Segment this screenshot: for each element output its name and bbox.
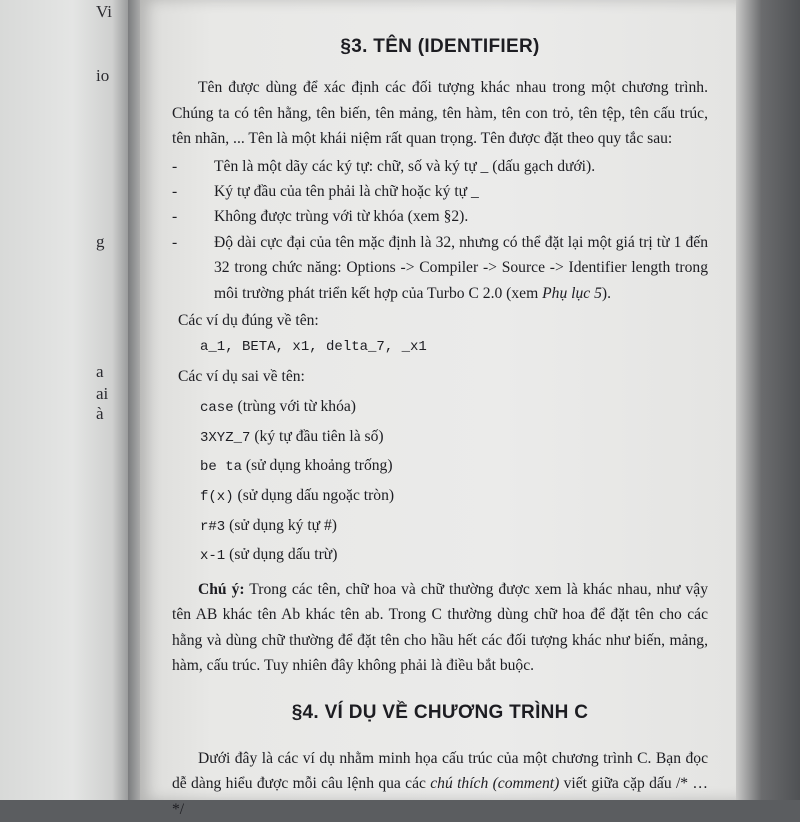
bad-example: x-1 (sử dụng dấu trừ) [200, 546, 338, 565]
naming-rule: - Tên là một dãy các ký tự: chữ, số và ký tự _ (dấu gạch dưới). [172, 157, 596, 175]
section-4-intro: Dưới đây là các ví dụ nhằm minh họa cấu trúc của một chương trình C. Bạn đọc dễ dàng hiểu được mỗi câu lệnh qua các chú thích (comment) viết giữa cặp dấu /* … */ [172, 749, 708, 818]
page-fragment: Vi [96, 2, 112, 21]
page-content [172, 24, 708, 822]
previous-page-edge [0, 0, 132, 800]
section-4-heading: §4. VÍ DỤ VỀ CHƯƠNG TRÌNH C [291, 702, 589, 724]
bad-example: be ta (sử dụng khoảng trống) [200, 457, 393, 476]
book-page [140, 0, 740, 818]
naming-rule: - Không được trùng với từ khóa (xem §2). [172, 208, 469, 226]
naming-rule: - Ký tự đầu của tên phải là chữ hoặc ký tự _ [172, 183, 479, 201]
note-paragraph: Chú ý: Trong các tên, chữ hoa và chữ thường được xem là khác nhau, như vậy tên AB khác tên Ab khác tên ab. Trong C thường dùng chữ hoa để đặt tên cho các hằng và dùng chữ thường để đặt tên cho hầu hết các đối tượng khác như biến, mảng, hàm, cấu trúc. Tuy nhiên đây không phải là điều bắt buộc. [172, 580, 708, 675]
bad-examples-list [172, 393, 708, 571]
section-3-intro: Tên được dùng để xác định các đối tượng khác nhau trong một chương trình. Chúng ta có tên hằng, tên biến, tên mảng, tên hàm, tên con trỏ, tên tệp, tên cấu trúc, tên nhãn, ... Tên là một khái niệm rất quan trọng. Tên được đặt theo quy tắc sau: [172, 79, 708, 148]
page-fragment: à [96, 404, 104, 423]
good-examples-label: Các ví dụ đúng về tên: [178, 312, 319, 330]
naming-rule: - Độ dài cực đại của tên mặc định là 32, nhưng có thể đặt lại một giá trị từ 1 đến 32 trong chức năng: Options -> Compiler -> Source -> Identifier length trong môi trường phát triển kết hợp của Turbo C 2.0 (xem Phụ lục 5). [172, 233, 708, 302]
bad-example: f(x) (sử dụng dấu ngoặc tròn) [200, 487, 395, 506]
page-fragment: g [96, 232, 105, 251]
bad-examples-label: Các ví dụ sai về tên: [178, 367, 305, 385]
bad-example: case (trùng với từ khóa) [200, 398, 356, 417]
section-3-heading: §3. TÊN (IDENTIFIER) [340, 36, 540, 57]
page-fragment: ai [96, 384, 109, 403]
bad-example: 3XYZ_7 (ký tự đầu tiên là số) [200, 427, 384, 446]
bad-example: r#3 (sử dụng ký tự #) [200, 516, 337, 535]
note-label: Chú ý: [198, 580, 245, 598]
good-examples-code: a_1, BETA, x1, delta_7, _x1 [200, 339, 427, 356]
comment-term: chú thích (comment) [430, 775, 560, 793]
naming-rules-list [172, 154, 708, 306]
appendix-reference: Phụ lục 5 [542, 284, 602, 302]
page-fragment: io [96, 66, 110, 85]
page-fragment: a [96, 362, 104, 381]
page-stack-edge [736, 0, 800, 800]
